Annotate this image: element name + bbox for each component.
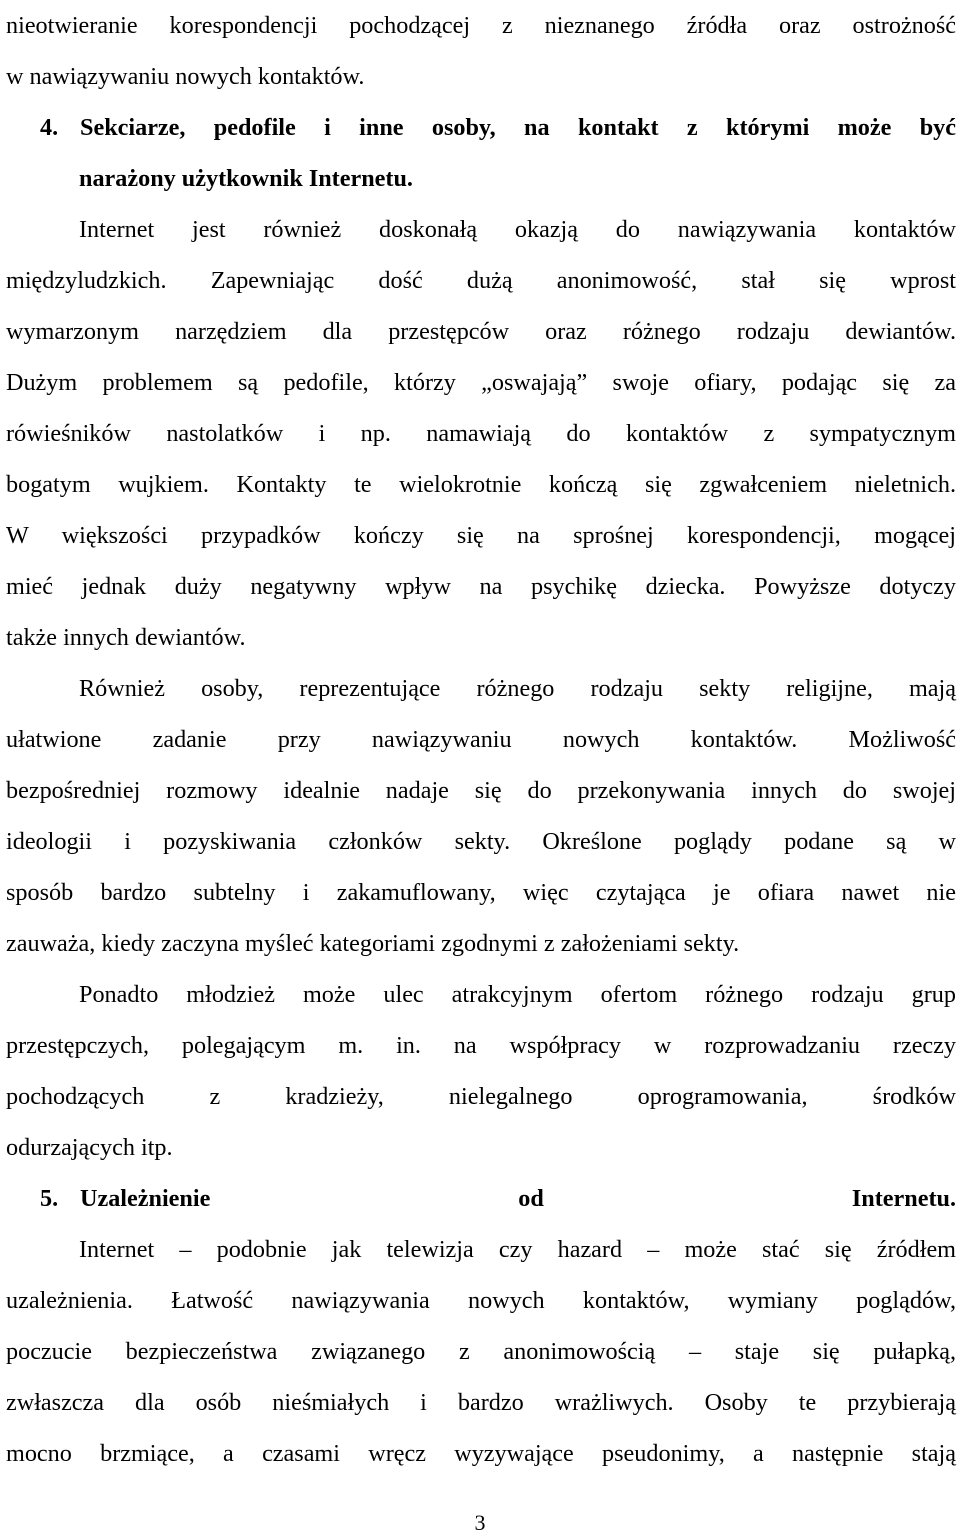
section-number: 5.	[40, 1185, 59, 1212]
text-line: ułatwione zadanie przy nawiązywaniu nowych kontaktów. Możliwość	[6, 726, 956, 753]
text-line: sposób bardzo subtelny i zakamuflowany, więc czytająca je ofiara nawet nie	[6, 879, 956, 906]
text-line: rówieśników nastolatków i np. namawiają do kontaktów z sympatycznym	[6, 420, 956, 447]
text-line: w nawiązywaniu nowych kontaktów.	[6, 63, 365, 90]
text-line: także innych dewiantów.	[6, 624, 246, 651]
page-number: 3	[474, 1510, 486, 1535]
text-line: narażony użytkownik Internetu.	[79, 165, 413, 192]
text-line: W większości przypadków kończy się na sprośnej korespondencji, mogącej	[6, 522, 956, 549]
text-line: Internet – podobnie jak telewizja czy hazard – może stać się źródłem	[79, 1236, 956, 1263]
text-line: odurzających itp.	[6, 1134, 173, 1161]
document-body	[6, 0, 956, 1479]
section-number: 4.	[40, 114, 59, 141]
text-line: mieć jednak duży negatywny wpływ na psychikę dziecka. Powyższe dotyczy	[6, 573, 956, 600]
text-line: uzależnienia. Łatwość nawiązywania nowych kontaktów, wymiany poglądów,	[6, 1287, 956, 1314]
document-page	[6, 0, 956, 1479]
text-line: poczucie bezpieczeństwa związanego z anonimowością – staje się pułapką,	[6, 1338, 956, 1365]
section-heading	[6, 102, 956, 153]
text-line: ideologii i pozyskiwania członków sekty. Określone poglądy podane są w	[6, 828, 956, 855]
text-line: bezpośredniej rozmowy idealnie nadaje się do przekonywania innych do swojej	[6, 777, 956, 804]
text-line: międzyludzkich. Zapewniając dość dużą anonimowość, stał się wprost	[6, 267, 956, 294]
text-line: mocno brzmiące, a czasami wręcz wyzywające pseudonimy, a następnie stają	[6, 1440, 956, 1467]
text-line: wymarzonym narzędziem dla przestępców oraz różnego rodzaju dewiantów.	[6, 318, 956, 345]
text-line: pochodzących z kradzieży, nielegalnego oprogramowania, środków	[6, 1083, 956, 1110]
text-line: Internet jest również doskonałą okazją do nawiązywania kontaktów	[79, 216, 956, 243]
text-line: przestępczych, polegającym m. in. na współpracy w rozprowadzaniu rzeczy	[6, 1032, 956, 1059]
section-heading	[6, 1173, 956, 1224]
text-line: zauważa, kiedy zaczyna myśleć kategoriami zgodnymi z założeniami sekty.	[6, 930, 740, 957]
section-title: Uzależnienie od Internetu.	[80, 1185, 956, 1212]
text-line: Ponadto młodzież może ulec atrakcyjnym ofertom różnego rodzaju grup	[79, 981, 956, 1008]
text-line: nieotwieranie korespondencji pochodzącej z nieznanego źródła oraz ostrożność	[6, 12, 956, 39]
text-line: zwłaszcza dla osób nieśmiałych i bardzo wrażliwych. Osoby te przybierają	[6, 1389, 956, 1416]
text-line: Również osoby, reprezentujące różnego rodzaju sekty religijne, mają	[79, 675, 956, 702]
section-title: Sekciarze, pedofile i inne osoby, na kontakt z którymi może być	[80, 114, 956, 141]
text-line: bogatym wujkiem. Kontakty te wielokrotnie kończą się zgwałceniem nieletnich.	[6, 471, 956, 498]
text-line: Dużym problemem są pedofile, którzy „oswajają” swoje ofiary, podając się za	[6, 369, 956, 396]
